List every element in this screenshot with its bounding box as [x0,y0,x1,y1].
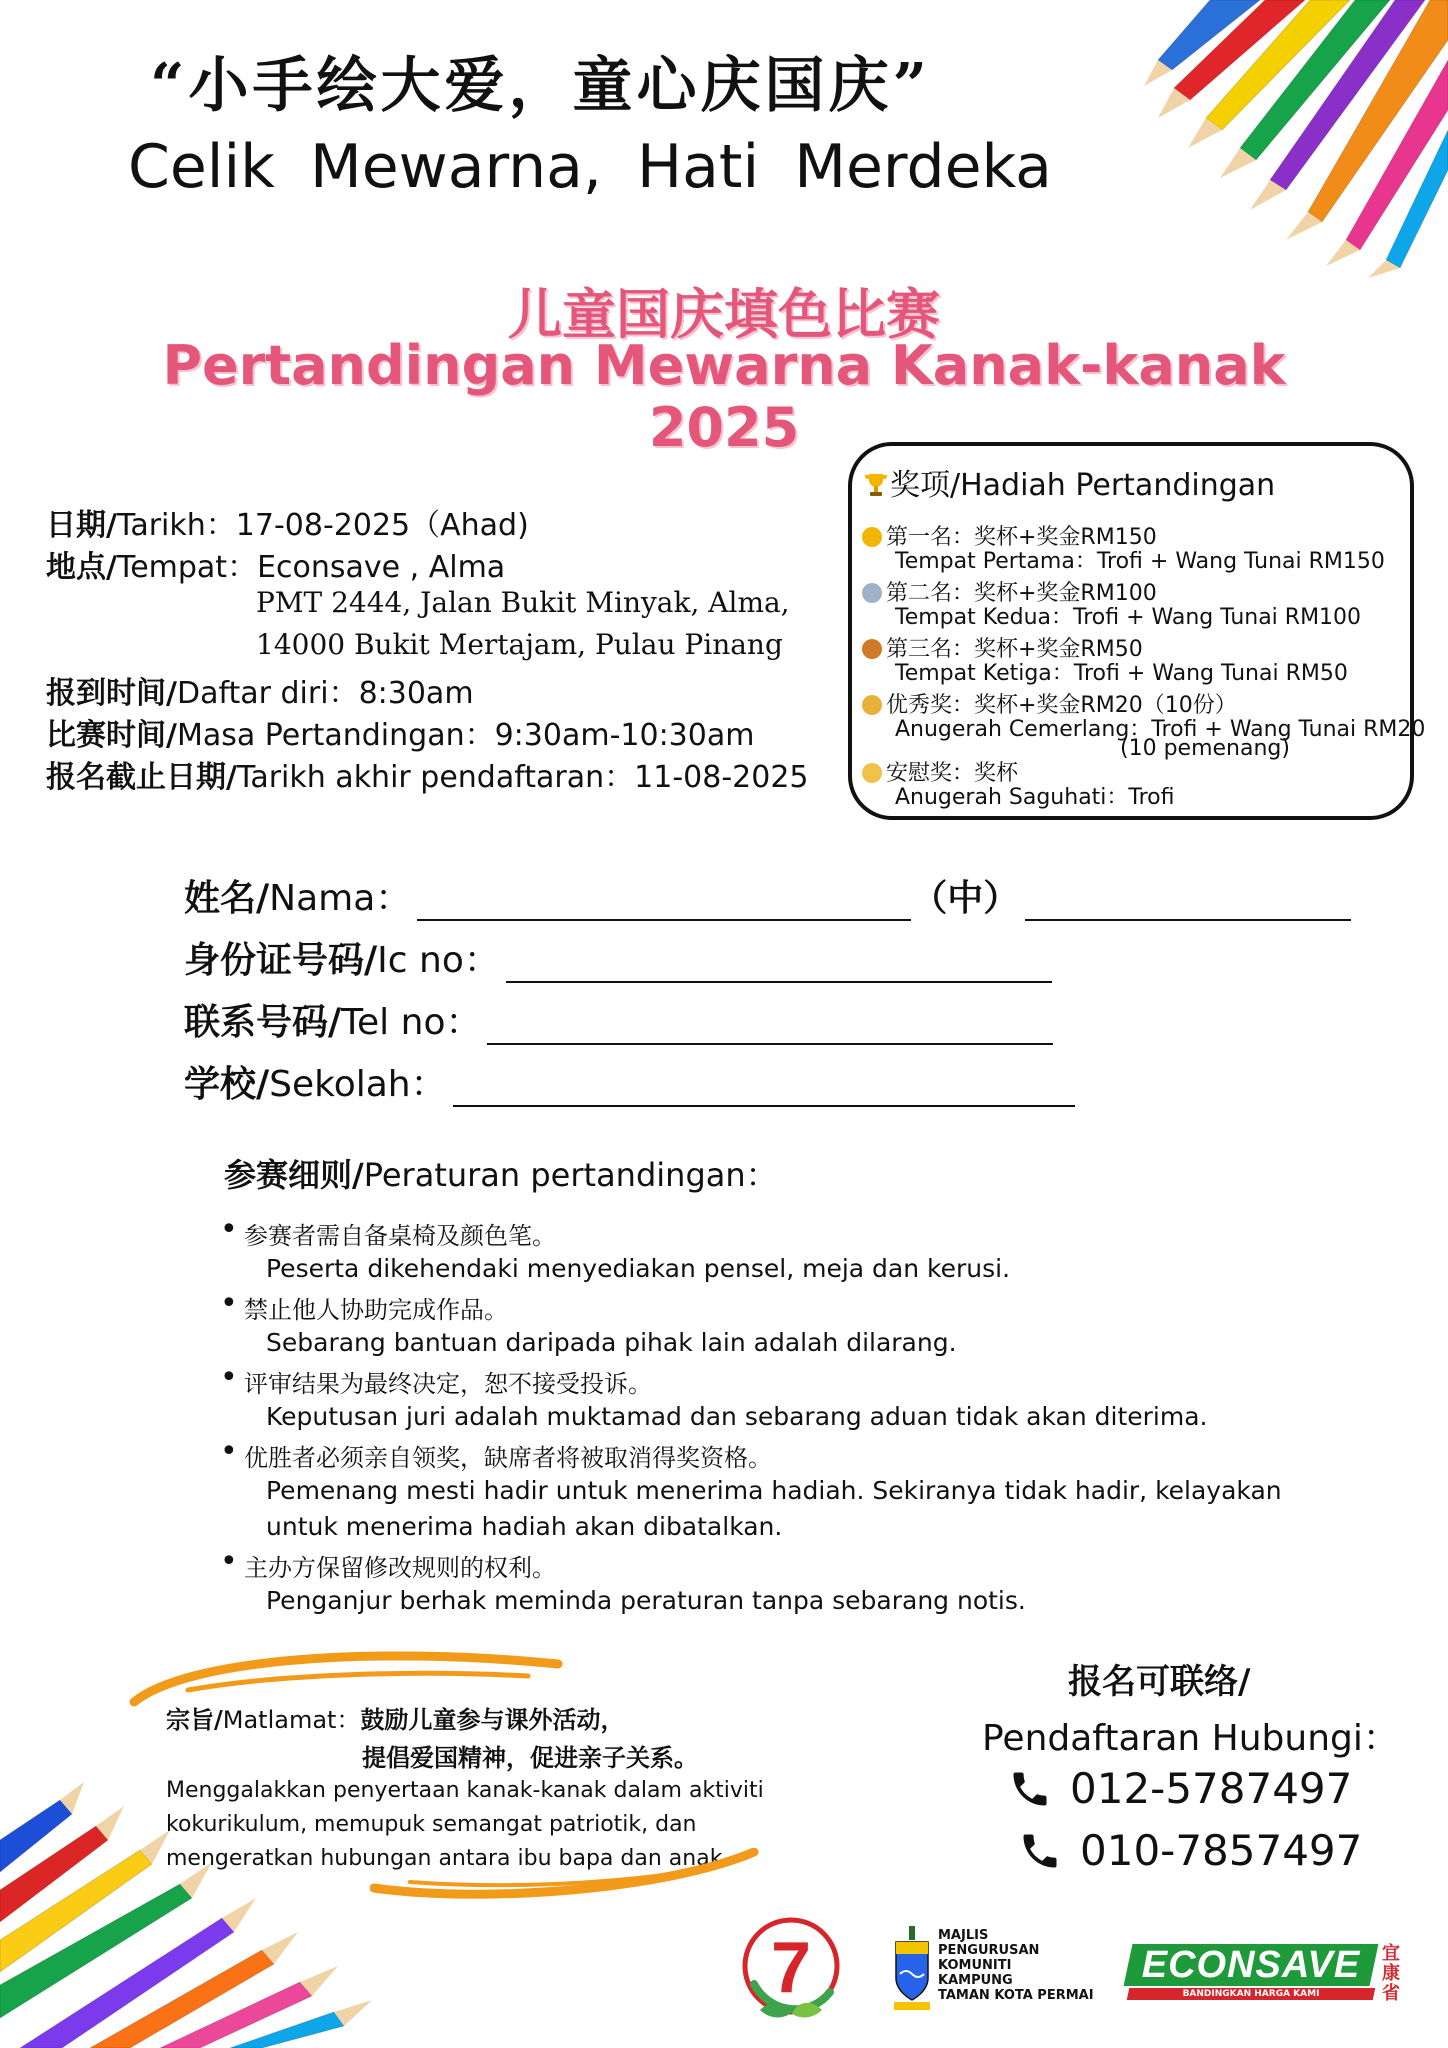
name-input-line[interactable] [417,885,911,921]
date-label-ms: Tarikh： [116,508,236,543]
tel-label-zh: 联系号码/ [184,1001,342,1043]
aim-label-ms: Matlamat： [222,1706,361,1734]
phone-icon [1008,1767,1052,1811]
ic-label-ms: Ic no： [377,940,500,981]
econsave-logo [1128,1944,1374,2000]
econsave-chinese-name: 宜康省 [1382,1943,1400,2004]
prize-title [862,460,1275,504]
event-time [46,710,754,754]
phone-1[interactable] [1008,1764,1352,1813]
aim-zh-1: 鼓励儿童参与课外活动， [360,1705,625,1734]
school-field-row [184,1056,1075,1107]
place-label-zh: 地点/ [46,550,117,585]
prize-4-ms: Anugerah Cemerlang：Trofi + Wang Tunai RM20 [895,717,1426,742]
aim-zh-2: 提倡爱国精神，促进亲子关系。 [362,1743,698,1772]
trophy-icon [862,471,890,499]
tel-label-ms: Tel no： [341,1002,482,1043]
prize-4-ms-note: (10 pemenang) [1120,736,1290,761]
phone-1-number: 012-5787497 [1070,1764,1353,1813]
school-label-zh: 学校/ [184,1063,270,1105]
rule-5-ms: Penganjur berhak meminda peraturan tanpa sebarang notis. [266,1586,1026,1615]
rules-title-ms: Peraturan pertandingan： [363,1156,778,1194]
rules-title [224,1150,778,1196]
merit-medal-icon [862,695,882,715]
deadline-label-ms: Tarikh akhir pendaftaran： [236,760,635,795]
rule-1-ms: Peserta dikehendaki menyediakan pensel, meja dan kerusi. [266,1254,1011,1283]
majlis-line-5: TAMAN KOTA PERMAI [938,1988,1094,2003]
rule-4-zh: • 优胜者必须亲自领奖，缺席者将被取消得奖资格。 [244,1438,772,1473]
majlis-logo-text [938,1928,1094,2003]
ic-field-row [184,932,1052,983]
majlis-crest-icon [892,1926,932,2012]
name-label-ms: Nama： [269,878,412,919]
prize-4-zh: 优秀奖：奖杯+奖金RM20（10份） [886,693,1237,718]
title-chinese: 儿童国庆填色比赛 [508,282,940,346]
econsave-logo-text: ECONSAVE [1141,1944,1361,1986]
rules-title-zh: 参赛细则/ [224,1156,364,1194]
pencils-top-right-decoration [1060,0,1448,280]
title-malay: Pertandingan Mewarna Kanak-kanak [162,334,1286,397]
checkin-label-ms: Daftar diri： [176,676,359,711]
majlis-line-3: KOMUNITI [938,1958,1012,1973]
consolation-medal-icon [862,763,882,783]
contact-title-zh: 报名可联络/ [1068,1662,1251,1702]
phone-icon [1018,1829,1062,1873]
silver-medal-icon [862,583,882,603]
tel-input-line[interactable] [487,1009,1053,1045]
rule-3-zh: • 评审结果为最终决定，恕不接受投诉。 [244,1364,652,1399]
rule-3-ms: Keputusan juri adalah muktamad dan sebarang aduan tidak akan diterima. [266,1402,1208,1431]
name-field-row [184,870,1351,921]
prize-1-ms: Tempat Pertama：Trofi + Wang Tunai RM150 [895,549,1385,574]
majlis-line-2: PENGURUSAN [938,1943,1040,1958]
phone-2[interactable] [1018,1826,1362,1875]
address-line-1: PMT 2444, Jalan Bukit Minyak, Alma, [256,586,790,619]
title-year: 2025 [648,396,800,459]
prize-5-zh: 安慰奖：奖杯 [886,761,1019,786]
prize-5-ms: Anugerah Saguhati：Trofi [895,785,1175,810]
name-chinese-input-line[interactable] [1025,885,1351,921]
time-label-zh: 比赛时间/ [46,718,177,753]
rule-4-ms-cont: untuk menerima hadiah akan dibatalkan. [266,1512,783,1541]
slogan-malay: Celik Mewarna, Hati Merdeka [128,132,1052,202]
rule-4-ms: Pemenang mesti hadir untuk menerima hadiah. Sekiranya tidak hadir, kelayakan [266,1476,1282,1505]
prize-2-zh: 第二名：奖杯+奖金RM100 [886,581,1157,606]
tel-field-row [184,994,1053,1045]
gold-medal-icon [862,527,882,547]
prize-title-text: 奖项/Hadiah Pertandingan [890,468,1276,503]
orange-swoosh-bottom [370,1848,762,1908]
school-input-line[interactable] [453,1071,1075,1107]
name-chinese-mark: （中） [911,877,1020,919]
aim-line-1 [166,1700,624,1735]
prize-2-ms: Tempat Kedua：Trofi + Wang Tunai RM100 [895,605,1362,630]
econsave-tagline: BANDINGKAN HARGA KAMI [1182,1989,1320,1999]
time-label-ms: Masa Pertandingan： [176,718,495,753]
deadline-value: 11-08-2025 [634,760,809,795]
majlis-line-4: KAMPUNG [938,1973,1013,1988]
date-value: 17-08-2025（Ahad) [235,508,529,543]
ic-label-zh: 身份证号码/ [184,939,378,981]
rule-2-zh: • 禁止他人协助完成作品。 [244,1290,508,1325]
name-label-zh: 姓名/ [184,877,270,919]
checkin-value: 8:30am [358,676,474,711]
date-label-zh: 日期/ [46,508,117,543]
logo-7-text: 7 [770,1928,812,2008]
event-place [46,542,505,586]
place-value: Econsave , Alma [257,550,506,585]
aim-ms-2: kokurikulum, memupuk semangat patriotik, dan [166,1812,697,1837]
rule-1-zh: • 参赛者需自备桌椅及颜色笔。 [244,1216,556,1251]
address-line-2: 14000 Bukit Mertajam, Pulau Pinang [256,628,783,661]
organizer-7-logo [740,1914,842,2026]
majlis-line-1: MAJLIS [938,1928,989,1943]
prize-3-ms: Tempat Ketiga：Trofi + Wang Tunai RM50 [895,661,1348,686]
rule-2-ms: Sebarang bantuan daripada pihak lain adalah dilarang. [266,1328,957,1357]
event-date [46,500,529,544]
aim-ms-3: mengeratkan hubungan antara ibu bapa dan anak. [166,1846,730,1871]
deadline-label-zh: 报名截止日期/ [46,760,237,795]
prize-1-zh: 第一名：奖杯+奖金RM150 [886,525,1157,550]
phone-2-number: 010-7857497 [1080,1826,1363,1875]
school-label-ms: Sekolah： [269,1064,447,1105]
aim-ms-1: Menggalakkan penyertaan kanak-kanak dalam aktiviti [166,1778,764,1803]
contact-title-ms: Pendaftaran Hubungi： [982,1718,1399,1759]
place-label-ms: Tempat： [116,550,258,585]
prize-3-zh: 第三名：奖杯+奖金RM50 [886,637,1143,662]
time-value: 9:30am-10:30am [494,718,755,753]
rule-5-zh: • 主办方保留修改规则的权利。 [244,1548,556,1583]
event-checkin [46,668,474,712]
checkin-label-zh: 报到时间/ [46,676,177,711]
aim-label-zh: 宗旨/ [166,1705,223,1734]
bronze-medal-icon [862,639,882,659]
slogan-chinese: “小手绘大爱，童心庆国庆” [150,51,932,121]
event-deadline [46,752,809,796]
ic-input-line[interactable] [506,947,1052,983]
